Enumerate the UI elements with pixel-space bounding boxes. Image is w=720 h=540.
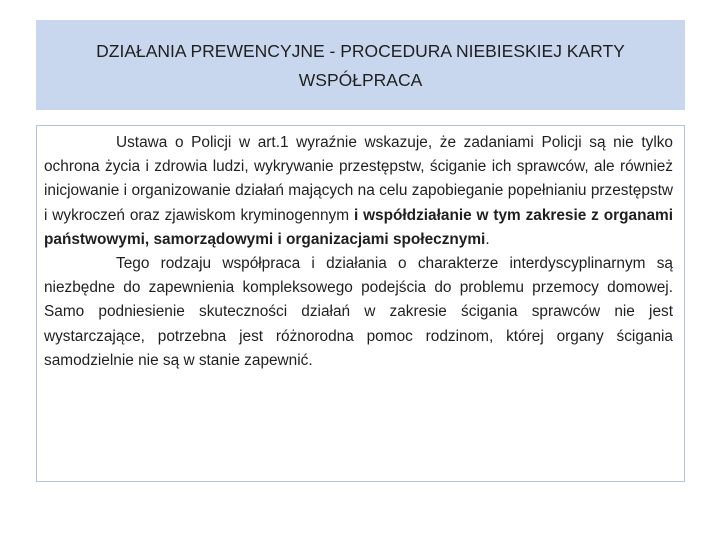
paragraph-2: Tego rodzaju współpraca i działania o charakterze interdyscyplinarnym są niezbędne do zapewnienia kompleksowego podejścia do problemu przemocy domowej. Samo podniesienie skuteczności działań w zakresie ścigania sprawców nie jest wystarczające, potrzebna jest różnorodna pomoc rodzinom, której organy ścigania samodzielnie nie są w stanie zapewnić. [44,255,673,369]
paragraph-1 [44,131,673,252]
slide-title-line-1: DZIAŁANIA PREWENCYJNE - PROCEDURA NIEBIESKIEJ KARTY [96,41,625,61]
slide-title-line-2: WSPÓŁPRACA [298,70,423,90]
paragraph-1-end: . [485,230,490,248]
slide-content-box [36,125,685,482]
paragraph-1-text: Ustawa o Policji w art.1 wyraźnie wskazuje, że zadaniami Policji są nie tylko ochrona życia i zdrowia ludzi, wykrywanie przestępstw, ściganie ich sprawców, ale również inicjowanie i organizowanie działań mających na celu zapobieganie popełnianiu przestępstw i wykroczeń oraz zjawiskom kryminogennym [44,134,673,224]
paragraph-1-bold-text: i współdziałanie w tym zakresie z organami państwowymi, samorządowymi i organizacjami społecznymi [44,206,674,248]
slide-title-box [36,20,685,110]
